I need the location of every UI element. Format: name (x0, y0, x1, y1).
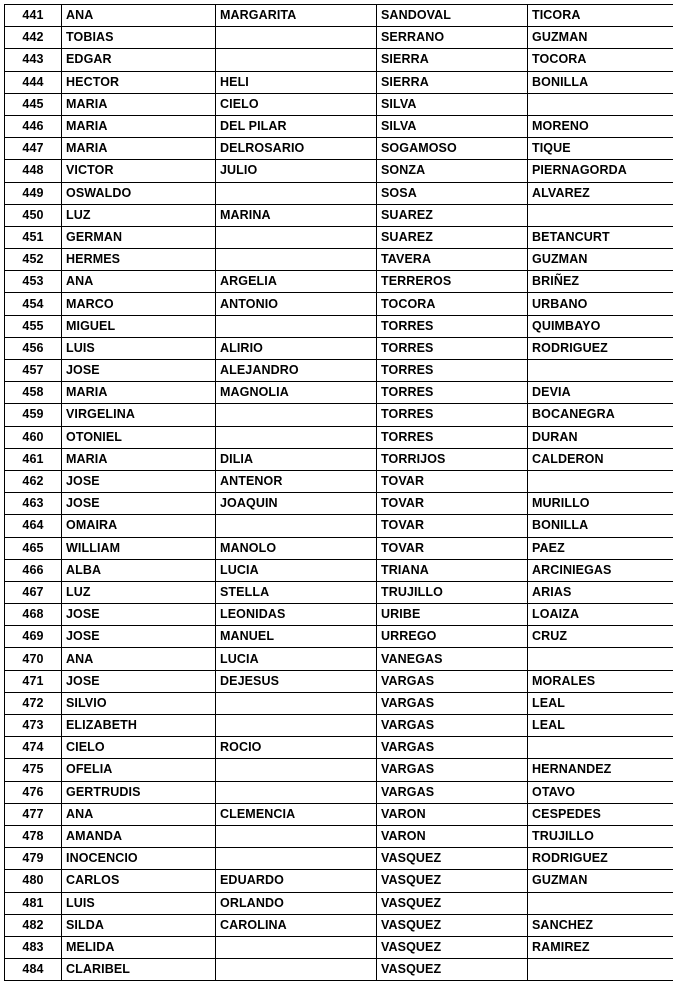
first-surname-cell: VARON (377, 825, 528, 847)
middle-name-cell: STELLA (216, 581, 377, 603)
first-name-cell: VIRGELINA (62, 404, 216, 426)
row-number-cell: 445 (5, 93, 62, 115)
middle-name-cell (216, 936, 377, 958)
first-name-cell: GERTRUDIS (62, 781, 216, 803)
second-surname-cell: LOAIZA (528, 604, 673, 626)
middle-name-cell: CIELO (216, 93, 377, 115)
row-number-cell: 468 (5, 604, 62, 626)
row-number-cell: 454 (5, 293, 62, 315)
first-surname-cell: SANDOVAL (377, 5, 528, 27)
first-name-cell: MIGUEL (62, 315, 216, 337)
row-number-cell: 466 (5, 559, 62, 581)
table-row (5, 892, 673, 914)
table-row (5, 315, 673, 337)
first-surname-cell: SOGAMOSO (377, 138, 528, 160)
first-surname-cell: VASQUEZ (377, 936, 528, 958)
second-surname-cell: TICORA (528, 5, 673, 27)
first-name-cell: JOSE (62, 670, 216, 692)
row-number-cell: 444 (5, 71, 62, 93)
row-number-cell: 441 (5, 5, 62, 27)
second-surname-cell: LEAL (528, 715, 673, 737)
middle-name-cell (216, 781, 377, 803)
first-name-cell: JOSE (62, 493, 216, 515)
first-name-cell: MARIA (62, 115, 216, 137)
row-number-cell: 455 (5, 315, 62, 337)
row-number-cell: 484 (5, 959, 62, 981)
second-surname-cell: SANCHEZ (528, 914, 673, 936)
middle-name-cell: ALEJANDRO (216, 360, 377, 382)
first-surname-cell: TOVAR (377, 470, 528, 492)
row-number-cell: 467 (5, 581, 62, 603)
row-number-cell: 463 (5, 493, 62, 515)
first-name-cell: OFELIA (62, 759, 216, 781)
row-number-cell: 449 (5, 182, 62, 204)
second-surname-cell: GUZMAN (528, 870, 673, 892)
table-row (5, 226, 673, 248)
row-number-cell: 476 (5, 781, 62, 803)
row-number-cell: 464 (5, 515, 62, 537)
first-name-cell: JOSE (62, 360, 216, 382)
second-surname-cell: RODRIGUEZ (528, 337, 673, 359)
first-name-cell: MARIA (62, 382, 216, 404)
first-name-cell: EDGAR (62, 49, 216, 71)
first-name-cell: WILLIAM (62, 537, 216, 559)
first-surname-cell: TRUJILLO (377, 581, 528, 603)
second-surname-cell: BONILLA (528, 515, 673, 537)
table-row (5, 825, 673, 847)
row-number-cell: 461 (5, 448, 62, 470)
second-surname-cell: HERNANDEZ (528, 759, 673, 781)
first-name-cell: LUIS (62, 337, 216, 359)
table-row (5, 426, 673, 448)
first-surname-cell: SIERRA (377, 49, 528, 71)
middle-name-cell (216, 49, 377, 71)
table-row (5, 537, 673, 559)
middle-name-cell: MANUEL (216, 626, 377, 648)
second-surname-cell: MURILLO (528, 493, 673, 515)
middle-name-cell: ANTONIO (216, 293, 377, 315)
middle-name-cell (216, 759, 377, 781)
row-number-cell: 462 (5, 470, 62, 492)
first-surname-cell: TOVAR (377, 515, 528, 537)
row-number-cell: 446 (5, 115, 62, 137)
middle-name-cell: LUCIA (216, 648, 377, 670)
table-row (5, 204, 673, 226)
row-number-cell: 459 (5, 404, 62, 426)
table-row (5, 49, 673, 71)
table-row (5, 692, 673, 714)
second-surname-cell: URBANO (528, 293, 673, 315)
first-surname-cell: TOVAR (377, 537, 528, 559)
middle-name-cell (216, 426, 377, 448)
middle-name-cell (216, 848, 377, 870)
row-number-cell: 483 (5, 936, 62, 958)
middle-name-cell: CAROLINA (216, 914, 377, 936)
table-row (5, 160, 673, 182)
row-number-cell: 451 (5, 226, 62, 248)
row-number-cell: 448 (5, 160, 62, 182)
table-row (5, 5, 673, 27)
row-number-cell: 452 (5, 249, 62, 271)
table-row (5, 93, 673, 115)
first-name-cell: SILVIO (62, 692, 216, 714)
middle-name-cell (216, 715, 377, 737)
first-name-cell: ANA (62, 271, 216, 293)
first-surname-cell: URIBE (377, 604, 528, 626)
first-name-cell: CARLOS (62, 870, 216, 892)
first-surname-cell: TRIANA (377, 559, 528, 581)
middle-name-cell: MAGNOLIA (216, 382, 377, 404)
first-surname-cell: VASQUEZ (377, 848, 528, 870)
row-number-cell: 453 (5, 271, 62, 293)
row-number-cell: 479 (5, 848, 62, 870)
first-name-cell: VICTOR (62, 160, 216, 182)
table-row (5, 581, 673, 603)
table-row (5, 604, 673, 626)
first-surname-cell: SONZA (377, 160, 528, 182)
second-surname-cell (528, 360, 673, 382)
table-row (5, 515, 673, 537)
first-surname-cell: VARGAS (377, 759, 528, 781)
first-surname-cell: VASQUEZ (377, 914, 528, 936)
first-surname-cell: SILVA (377, 115, 528, 137)
table-row (5, 959, 673, 981)
first-surname-cell: VARGAS (377, 781, 528, 803)
first-surname-cell: TORRES (377, 360, 528, 382)
middle-name-cell (216, 249, 377, 271)
first-name-cell: OSWALDO (62, 182, 216, 204)
table-row (5, 759, 673, 781)
middle-name-cell: DEL PILAR (216, 115, 377, 137)
first-surname-cell: SUAREZ (377, 204, 528, 226)
middle-name-cell (216, 692, 377, 714)
middle-name-cell: ARGELIA (216, 271, 377, 293)
middle-name-cell: HELI (216, 71, 377, 93)
first-surname-cell: TOCORA (377, 293, 528, 315)
first-name-cell: SILDA (62, 914, 216, 936)
second-surname-cell: BRIÑEZ (528, 271, 673, 293)
first-name-cell: LUZ (62, 204, 216, 226)
row-number-cell: 480 (5, 870, 62, 892)
middle-name-cell (216, 27, 377, 49)
first-surname-cell: VARGAS (377, 670, 528, 692)
table-row (5, 936, 673, 958)
first-name-cell: ANA (62, 648, 216, 670)
first-surname-cell: SILVA (377, 93, 528, 115)
row-number-cell: 443 (5, 49, 62, 71)
second-surname-cell: RODRIGUEZ (528, 848, 673, 870)
row-number-cell: 482 (5, 914, 62, 936)
middle-name-cell: LEONIDAS (216, 604, 377, 626)
middle-name-cell: DEJESUS (216, 670, 377, 692)
first-name-cell: MARIA (62, 448, 216, 470)
row-number-cell: 478 (5, 825, 62, 847)
first-name-cell: OMAIRA (62, 515, 216, 537)
middle-name-cell: DILIA (216, 448, 377, 470)
second-surname-cell: RAMIREZ (528, 936, 673, 958)
second-surname-cell: MORENO (528, 115, 673, 137)
first-name-cell: AMANDA (62, 825, 216, 847)
middle-name-cell: MANOLO (216, 537, 377, 559)
table-row (5, 360, 673, 382)
second-surname-cell: LEAL (528, 692, 673, 714)
first-surname-cell: VASQUEZ (377, 959, 528, 981)
middle-name-cell: ANTENOR (216, 470, 377, 492)
second-surname-cell: TOCORA (528, 49, 673, 71)
middle-name-cell: LUCIA (216, 559, 377, 581)
second-surname-cell (528, 959, 673, 981)
first-surname-cell: TORRES (377, 337, 528, 359)
first-name-cell: JOSE (62, 604, 216, 626)
first-name-cell: ALBA (62, 559, 216, 581)
row-number-cell: 472 (5, 692, 62, 714)
row-number-cell: 450 (5, 204, 62, 226)
second-surname-cell: CRUZ (528, 626, 673, 648)
table-row (5, 293, 673, 315)
row-number-cell: 471 (5, 670, 62, 692)
second-surname-cell: CALDERON (528, 448, 673, 470)
second-surname-cell (528, 648, 673, 670)
second-surname-cell: DEVIA (528, 382, 673, 404)
second-surname-cell: BONILLA (528, 71, 673, 93)
first-name-cell: ANA (62, 803, 216, 825)
second-surname-cell: ARCINIEGAS (528, 559, 673, 581)
middle-name-cell (216, 182, 377, 204)
table-row (5, 626, 673, 648)
second-surname-cell: BOCANEGRA (528, 404, 673, 426)
second-surname-cell (528, 93, 673, 115)
table-row (5, 182, 673, 204)
middle-name-cell: ALIRIO (216, 337, 377, 359)
first-name-cell: CLARIBEL (62, 959, 216, 981)
first-surname-cell: SOSA (377, 182, 528, 204)
second-surname-cell: PAEZ (528, 537, 673, 559)
row-number-cell: 474 (5, 737, 62, 759)
table-row (5, 781, 673, 803)
first-name-cell: HECTOR (62, 71, 216, 93)
first-surname-cell: VARGAS (377, 715, 528, 737)
second-surname-cell: DURAN (528, 426, 673, 448)
middle-name-cell (216, 226, 377, 248)
middle-name-cell: ROCIO (216, 737, 377, 759)
first-name-cell: GERMAN (62, 226, 216, 248)
table-row (5, 249, 673, 271)
middle-name-cell (216, 404, 377, 426)
table-row (5, 737, 673, 759)
row-number-cell: 477 (5, 803, 62, 825)
first-surname-cell: SUAREZ (377, 226, 528, 248)
table-row (5, 337, 673, 359)
first-name-cell: JOSE (62, 626, 216, 648)
first-name-cell: MARCO (62, 293, 216, 315)
first-surname-cell: SERRANO (377, 27, 528, 49)
second-surname-cell (528, 470, 673, 492)
table-row (5, 71, 673, 93)
table-row (5, 115, 673, 137)
row-number-cell: 456 (5, 337, 62, 359)
table-row (5, 715, 673, 737)
second-surname-cell: CESPEDES (528, 803, 673, 825)
table-row (5, 138, 673, 160)
first-name-cell: MELIDA (62, 936, 216, 958)
row-number-cell: 457 (5, 360, 62, 382)
first-name-cell: INOCENCIO (62, 848, 216, 870)
first-surname-cell: TORRIJOS (377, 448, 528, 470)
middle-name-cell: JOAQUIN (216, 493, 377, 515)
second-surname-cell: TRUJILLO (528, 825, 673, 847)
middle-name-cell (216, 515, 377, 537)
first-surname-cell: VARGAS (377, 737, 528, 759)
table-row (5, 670, 673, 692)
middle-name-cell: CLEMENCIA (216, 803, 377, 825)
first-name-cell: HERMES (62, 249, 216, 271)
first-surname-cell: TORRES (377, 404, 528, 426)
first-name-cell: JOSE (62, 470, 216, 492)
second-surname-cell: MORALES (528, 670, 673, 692)
row-number-cell: 442 (5, 27, 62, 49)
first-surname-cell: VASQUEZ (377, 870, 528, 892)
first-name-cell: LUIS (62, 892, 216, 914)
second-surname-cell: ALVAREZ (528, 182, 673, 204)
first-name-cell: ANA (62, 5, 216, 27)
first-surname-cell: VANEGAS (377, 648, 528, 670)
table-row (5, 559, 673, 581)
table-row (5, 493, 673, 515)
middle-name-cell: EDUARDO (216, 870, 377, 892)
first-name-cell: MARIA (62, 138, 216, 160)
table-row (5, 914, 673, 936)
middle-name-cell: ORLANDO (216, 892, 377, 914)
first-surname-cell: TORRES (377, 426, 528, 448)
middle-name-cell: MARINA (216, 204, 377, 226)
first-surname-cell: VARON (377, 803, 528, 825)
second-surname-cell: BETANCURT (528, 226, 673, 248)
middle-name-cell (216, 959, 377, 981)
second-surname-cell: TIQUE (528, 138, 673, 160)
first-name-cell: LUZ (62, 581, 216, 603)
table-row (5, 448, 673, 470)
roster-table (4, 4, 673, 981)
second-surname-cell: GUZMAN (528, 27, 673, 49)
table-row (5, 848, 673, 870)
table-row (5, 870, 673, 892)
middle-name-cell (216, 825, 377, 847)
first-surname-cell: TAVERA (377, 249, 528, 271)
first-surname-cell: TORRES (377, 382, 528, 404)
row-number-cell: 475 (5, 759, 62, 781)
row-number-cell: 481 (5, 892, 62, 914)
row-number-cell: 470 (5, 648, 62, 670)
first-surname-cell: TERREROS (377, 271, 528, 293)
second-surname-cell: ARIAS (528, 581, 673, 603)
table-row (5, 470, 673, 492)
first-name-cell: MARIA (62, 93, 216, 115)
row-number-cell: 458 (5, 382, 62, 404)
middle-name-cell: MARGARITA (216, 5, 377, 27)
roster-table-body (5, 5, 673, 981)
second-surname-cell (528, 892, 673, 914)
table-row (5, 803, 673, 825)
row-number-cell: 460 (5, 426, 62, 448)
table-row (5, 404, 673, 426)
first-surname-cell: VASQUEZ (377, 892, 528, 914)
middle-name-cell: DELROSARIO (216, 138, 377, 160)
first-name-cell: TOBIAS (62, 27, 216, 49)
second-surname-cell (528, 737, 673, 759)
table-row (5, 648, 673, 670)
second-surname-cell: PIERNAGORDA (528, 160, 673, 182)
first-surname-cell: SIERRA (377, 71, 528, 93)
second-surname-cell: GUZMAN (528, 249, 673, 271)
first-surname-cell: TOVAR (377, 493, 528, 515)
second-surname-cell: QUIMBAYO (528, 315, 673, 337)
first-surname-cell: TORRES (377, 315, 528, 337)
table-row (5, 27, 673, 49)
table-row (5, 382, 673, 404)
row-number-cell: 465 (5, 537, 62, 559)
second-surname-cell (528, 204, 673, 226)
middle-name-cell (216, 315, 377, 337)
middle-name-cell: JULIO (216, 160, 377, 182)
first-surname-cell: VARGAS (377, 692, 528, 714)
row-number-cell: 469 (5, 626, 62, 648)
table-row (5, 271, 673, 293)
first-name-cell: ELIZABETH (62, 715, 216, 737)
first-surname-cell: URREGO (377, 626, 528, 648)
second-surname-cell: OTAVO (528, 781, 673, 803)
first-name-cell: OTONIEL (62, 426, 216, 448)
row-number-cell: 447 (5, 138, 62, 160)
first-name-cell: CIELO (62, 737, 216, 759)
row-number-cell: 473 (5, 715, 62, 737)
